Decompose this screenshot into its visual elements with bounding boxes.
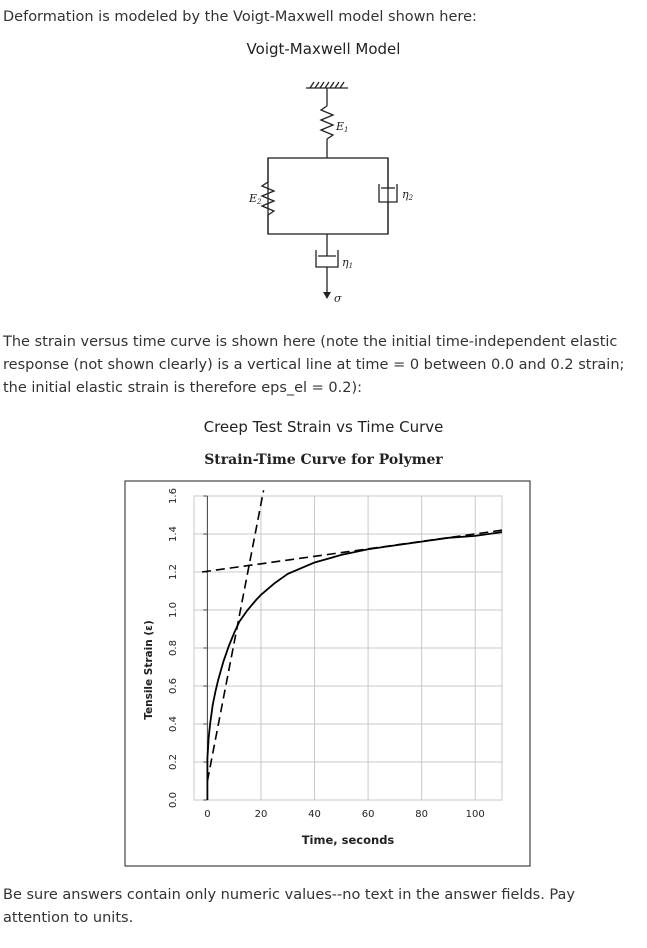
y-tick-label: 1.2 <box>168 564 179 580</box>
eta2-label: η2 <box>402 188 414 202</box>
x-tick-label: 0 <box>204 809 211 820</box>
chart-title: Strain-Time Curve for Polymer <box>204 452 443 468</box>
y-tick-label: 1.0 <box>168 602 179 618</box>
y-axis-label: Tensile Strain (ε) <box>143 620 155 720</box>
x-tick-label: 40 <box>308 809 321 820</box>
sigma-label: σ <box>334 292 342 305</box>
model-title: Voigt-Maxwell Model <box>246 40 401 58</box>
parallel-frame <box>268 158 388 234</box>
strain-text: The strain versus time curve is shown here (note the initial time-independent elastic response (not shown clearly) is a vertical line at time = 0 between 0.0 and 0.2 strain; the initial elastic strain is therefore eps_el = 0.2): <box>3 334 625 396</box>
y-tick-label: 0.4 <box>168 716 179 732</box>
y-tick-label: 0.0 <box>168 792 179 808</box>
wall-hatch <box>310 82 344 88</box>
eta1-label: η1 <box>342 256 354 270</box>
strain-time-chart <box>124 474 532 868</box>
x-axis-label: Time, seconds <box>301 833 395 847</box>
y-tick-label: 0.2 <box>168 754 179 770</box>
force-arrow <box>323 292 331 299</box>
y-tick-label: 1.6 <box>168 488 179 504</box>
y-tick-label: 1.4 <box>168 526 179 542</box>
creep-title: Creep Test Strain vs Time Curve <box>203 418 444 436</box>
x-tick-label: 60 <box>361 809 375 820</box>
y-tick-label: 0.8 <box>168 640 179 656</box>
footer-text: Be sure answers contain only numeric values--no text in the answer fields. Pay attention to units. <box>3 887 575 926</box>
y-tick-label: 0.6 <box>168 678 179 694</box>
e2-label: E2 <box>249 192 262 206</box>
x-tick-label: 20 <box>254 809 268 820</box>
spring-e1 <box>321 106 333 139</box>
intro-text: Deformation is modeled by the Voigt-Maxwell model shown here: <box>3 9 477 25</box>
e1-label: E1 <box>336 120 349 134</box>
x-tick-label: 100 <box>465 809 485 820</box>
voigt-maxwell-diagram <box>230 70 430 310</box>
x-tick-label: 80 <box>415 809 429 820</box>
